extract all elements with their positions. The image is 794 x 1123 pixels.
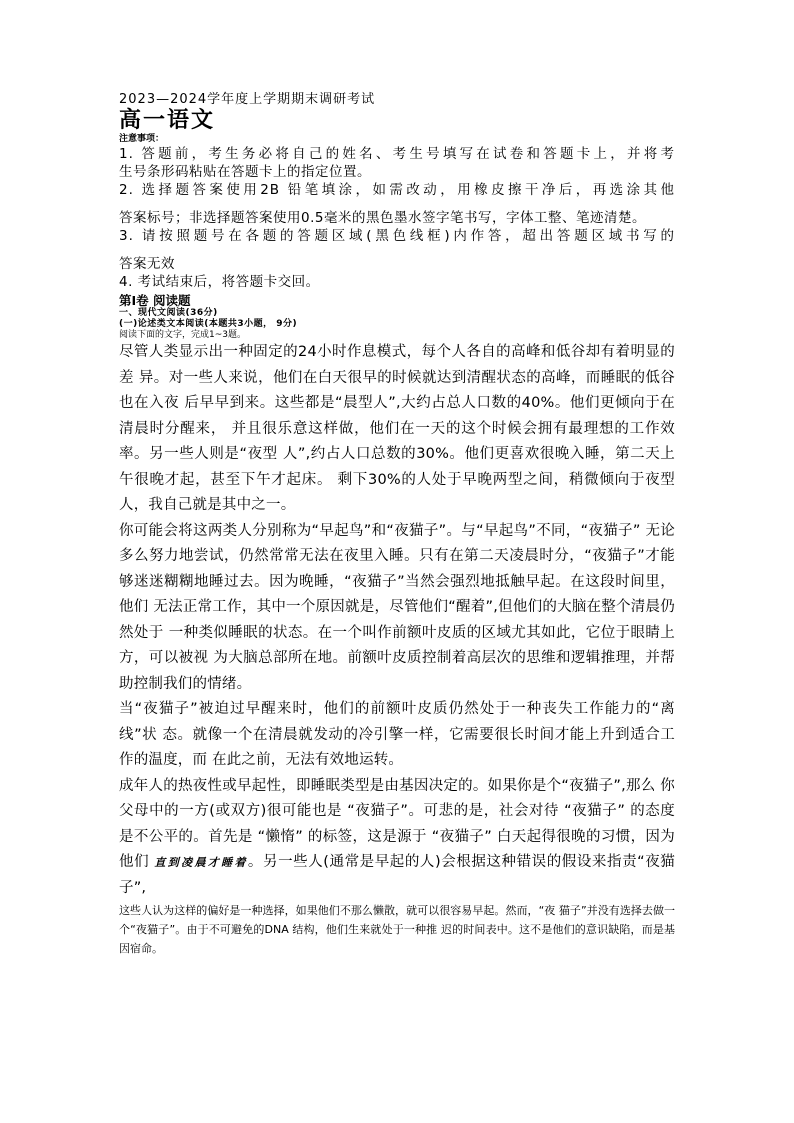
paragraph-4 [119, 774, 675, 902]
note-1-line2: 生号条形码粘贴在答题卡上的指定位置。 [119, 164, 371, 180]
section-heading-1: 一、现代文阅读(36分) [119, 308, 218, 318]
paragraph-1: 尽管人类显示出一种固定的24小时作息模式，每个人各自的高峰和低谷却有着明显的差 异。对一些人来说，他们在白天很早的时候就达到清醒状态的高峰，而睡眠的低谷也在入夜 后早早到来。这些都是“晨型人”,大约占总人口数的40%。他们更倾向于在清晨时分醒来， 并且很乐意这样做，他们在一天的这个时候会拥有最理想的工作效率。另一些人则是“夜型 人”,约占人口总数的30%。他们更喜欢很晚入睡，第二天上午很晚才起，甚至下午才起床。 剩下30%的人处于早晚两型之间，稍微倾向于夜型人，我自己就是其中之一。 [119, 344, 675, 513]
paragraph-4-tail: 这些人认为这样的偏好是一种选择，如果他们不那么懒散，就可以很容易早起。然而，“夜 猫子”并没有选择去做一个“夜猫子”。由于不可避免的DNA 结构，他们生来就处于一种推 迟的时间表中。这不是他们的意识缺陷，而是基因宿命。 [119, 904, 675, 955]
paragraph-4-after: 。另一些人(通常是早起的人)会根据这种错误的假设来指责“夜猫子”, [119, 854, 675, 896]
note-2-line1: 2. 选择题答案使用2B 铅笔填涂，如需改动，用橡皮擦干净后，再选涂其他 [119, 182, 675, 198]
note-3-line2: 答案无效 [119, 256, 175, 272]
note-1-line1: 1. 答题前，考生务必将自己的姓名、考生号填写在试卷和答题卡上，并将考 [119, 146, 675, 162]
exam-page [119, 92, 675, 958]
notes-heading: 注意事项： [119, 134, 165, 144]
subject-title: 高一语文 [119, 108, 216, 133]
note-2-line2: 答案标号；非选择题答案使用0.5毫米的黑色墨水签字笔书写，字体工整、笔迹清楚。 [119, 210, 646, 226]
paragraph-2: 你可能会将这两类人分别称为“早起鸟”和“夜猫子”。与“早起鸟”不同，“夜猫子” 无论多么努力地尝试，仍然常常无法在夜里入睡。只有在第二天凌晨时分，“夜猫子”才能够迷迷糊糊地睡过去。因为晚睡，“夜猫子”当然会强烈地抵触早起。在这段时间里，他们 无法正常工作，其中一个原因就是，尽管他们“醒着”,但他们的大脑在整个清晨仍然处于 一种类似睡眠的状态。在一个叫作前额叶皮质的区域尤其如此，它位于眼睛上方，可以被视 为大脑总部所在地。前额叶皮质控制着高层次的思维和逻辑推理，并帮助控制我们的情绪。 [119, 522, 675, 692]
section-heading-2: (一)论述类文本阅读(本题共3小题， 9分) [119, 319, 298, 329]
paragraph-4-cursive: 直到凌晨才睡着 [154, 856, 248, 869]
part-heading: 第I卷 阅读题 [119, 293, 191, 308]
reading-instruction: 阅读下面的文字，完成1~3题。 [119, 330, 246, 340]
notes-list [119, 145, 675, 291]
note-3-line1: 3. 请按照题号在各题的答题区域(黑色线框)内作答，超出答题区域书写的 [119, 228, 675, 244]
paragraph-3: 当“夜猫子”被迫过早醒来时，他们的前额叶皮质仍然处于一种丧失工作能力的“离线”状 态。就像一个在清晨就发动的冷引擎一样，它需要很长时间才能上升到适合工作的温度，而 在此之前，无法有效地运转。 [119, 701, 675, 768]
note-4-line1: 4. 考试结束后，将答题卡交回。 [119, 274, 320, 290]
exam-title: 2023—2024学年度上学期期末调研考试 [119, 92, 376, 107]
paragraph-4-main: 成年人的热夜性或早起性，即睡眠类型是由基因决定的。如果你是个“夜猫子”,那么 你父母中的一方(或双方)很可能也是 “夜猫子”。可悲的是，社会对待 “夜猫子” 的态度 是不公平的。首先是 “懒惰” 的标签，这是源于 “夜猫子” 白天起得很晚的习惯，因为他们 [119, 777, 675, 870]
